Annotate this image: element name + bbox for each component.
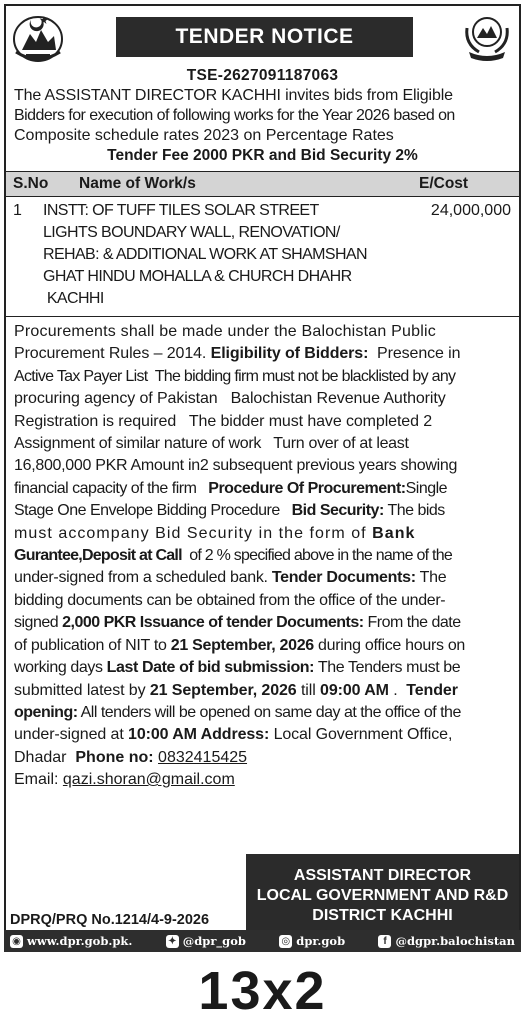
body-line <box>14 724 511 746</box>
notice-header <box>6 6 519 66</box>
signature-line: DISTRICT KACHHI <box>312 907 453 924</box>
instagram-item[interactable] <box>279 934 345 948</box>
terms-paragraph <box>6 317 519 792</box>
header-estimated-cost: E/Cost <box>419 175 469 192</box>
body-line <box>14 567 511 589</box>
submission-date: 21 September, 2026 <box>149 681 297 699</box>
header-name-of-work: Name of Work/s <box>79 175 196 192</box>
notice-title: TENDER NOTICE <box>175 25 354 48</box>
body-line <box>14 680 511 702</box>
work-name-line: INSTT: OF TUFF TILES SOLAR STREET <box>43 202 319 219</box>
body-text: Registration is required The bidder must have completed 2 <box>14 412 433 430</box>
intro-line: Bidders for execution of following works for the Year 2026 based on <box>14 107 455 124</box>
twitter-handle: @dpr_gob <box>182 934 246 948</box>
body-text: Single <box>405 479 448 497</box>
guarantee-term: Gurantee,Deposit at Call <box>14 547 182 565</box>
issuance-heading: 2,000 PKR Issuance of tender Documents: <box>62 614 364 632</box>
row-cost: 24,000,000 <box>430 202 511 219</box>
tender-notice <box>4 4 521 952</box>
eligibility-heading: Eligibility of Bidders: <box>210 345 369 363</box>
body-text: Assignment of similar nature of work Turn over of at least <box>14 435 409 453</box>
body-line <box>14 321 511 343</box>
instagram-icon: ◎ <box>279 935 292 948</box>
body-text: procuring agency of Pakistan Balochistan Revenue Authority <box>14 390 446 408</box>
body-text: From the date <box>363 614 461 632</box>
signature-line: LOCAL GOVERNMENT AND R&D <box>256 887 509 904</box>
row-sno: 1 <box>13 202 22 219</box>
body-text: Stage One Envelope Bidding Procedure <box>14 502 292 520</box>
dgpr-emblem <box>457 8 517 66</box>
globe-icon: ◉ <box>10 935 23 948</box>
twitter-icon: ✦ <box>166 935 179 948</box>
website-text: www.dpr.gob.pk. <box>27 934 133 948</box>
tender-documents-heading: Tender Documents: <box>271 569 416 587</box>
facebook-icon: f <box>378 935 391 948</box>
body-line <box>14 500 511 522</box>
body-text: All tenders will be opened on same day at the office of the <box>77 703 461 721</box>
body-text: Presence in <box>368 345 461 363</box>
instagram-handle: dpr.gob <box>296 934 346 948</box>
body-line <box>14 455 511 477</box>
table-header <box>6 172 519 197</box>
body-text: under-signed from a scheduled bank. <box>14 569 272 587</box>
body-text: 16,800,000 PKR Amount in2 subsequent previous years showing <box>14 457 458 475</box>
body-line <box>14 747 511 769</box>
intro-paragraph <box>6 86 519 146</box>
body-line <box>14 769 511 791</box>
body-line <box>14 590 511 612</box>
email-link[interactable]: qazi.shoran@gmail.com <box>62 771 235 789</box>
body-line <box>14 657 511 679</box>
body-text: Local Government Office, <box>269 726 453 744</box>
body-text: of publication of NIT to <box>14 636 171 654</box>
body-line <box>14 478 511 500</box>
title-bar <box>116 17 413 57</box>
body-text: must accompany Bid Security in the form of <box>14 524 373 542</box>
table-row <box>6 197 519 316</box>
tender-opening-heading: Tender <box>406 681 458 699</box>
body-text: of 2 % specified above in the name of the <box>181 547 452 565</box>
body-line <box>14 612 511 634</box>
phone-number-link[interactable]: 0832415425 <box>158 748 248 766</box>
phone-label: Phone no: <box>75 748 154 766</box>
body-text: bidding documents can be obtained from the office of the under- <box>14 591 446 609</box>
publication-deadline: 21 September, 2026 <box>170 636 314 654</box>
body-text: submitted latest by <box>14 681 150 699</box>
signature-line: ASSISTANT DIRECTOR <box>293 867 472 884</box>
body-line <box>14 635 511 657</box>
signature-block <box>246 854 519 938</box>
website-item[interactable] <box>10 934 132 948</box>
header-sno: S.No <box>13 175 49 192</box>
dprq-number: DPRQ/PRQ No.1214/4-9-2026 <box>10 912 210 928</box>
works-table <box>6 171 519 317</box>
body-line <box>14 411 511 433</box>
facebook-handle: @dgpr.balochistan <box>395 934 515 948</box>
work-name-line: REHAB: & ADDITIONAL WORK AT SHAMSHAN <box>43 246 367 263</box>
body-text: during office hours on <box>313 636 466 654</box>
body-text: working days <box>14 659 107 677</box>
intro-line: Composite schedule rates 2023 on Percentage Rates <box>14 127 394 144</box>
body-line <box>14 343 511 365</box>
bid-security-heading: Bid Security: <box>291 502 384 520</box>
facebook-item[interactable] <box>378 934 515 948</box>
row-work-name <box>43 200 419 310</box>
body-line <box>14 433 511 455</box>
body-text: Dhadar <box>14 748 76 766</box>
body-text: The Tenders must be <box>314 659 461 677</box>
email-label: Email: <box>14 771 63 789</box>
body-text: signed <box>14 614 63 632</box>
tender-opening-heading: opening: <box>14 703 78 721</box>
body-text: under-signed at <box>14 726 129 744</box>
body-text: Procurements shall be made under the Balochistan Public <box>14 323 436 340</box>
body-line <box>14 366 511 388</box>
body-text: till <box>296 681 321 699</box>
intro-line: The ASSISTANT DIRECTOR KACHHI invites bids from Eligible <box>14 87 453 104</box>
bank-term: Bank <box>372 524 416 542</box>
body-text: The <box>415 569 447 587</box>
twitter-item[interactable] <box>166 934 246 948</box>
body-line <box>14 702 511 724</box>
work-name-line: GHAT HINDU MOHALLA & CHURCH DHAHR <box>43 268 352 285</box>
tender-reference: TSE-2627091187063 <box>186 67 339 84</box>
body-line <box>14 523 511 545</box>
work-name-line: LIGHTS BOUNDARY WALL, RENOVATION/ <box>43 224 340 241</box>
balochistan-government-emblem <box>8 8 68 66</box>
body-text: financial capacity of the firm <box>14 479 209 497</box>
body-line <box>14 545 511 567</box>
tender-fee-line: Tender Fee 2000 PKR and Bid Security 2% <box>107 147 418 164</box>
social-footer <box>4 930 521 952</box>
body-text: Active Tax Payer List The bidding firm must not be blacklisted by any <box>14 367 456 385</box>
body-text: The bids <box>383 502 445 520</box>
ad-size-label: 13x2 <box>198 961 327 1021</box>
body-text: . <box>388 681 407 699</box>
opening-time-address: 10:00 AM Address: <box>128 726 270 744</box>
last-date-heading: Last Date of bid submission: <box>106 659 315 677</box>
body-line <box>14 388 511 410</box>
procedure-heading: Procedure Of Procurement: <box>208 479 406 497</box>
submission-time: 09:00 AM <box>320 681 389 699</box>
work-name-line: KACHHI <box>43 290 104 307</box>
body-text: Procurement Rules – 2014. <box>14 345 211 363</box>
